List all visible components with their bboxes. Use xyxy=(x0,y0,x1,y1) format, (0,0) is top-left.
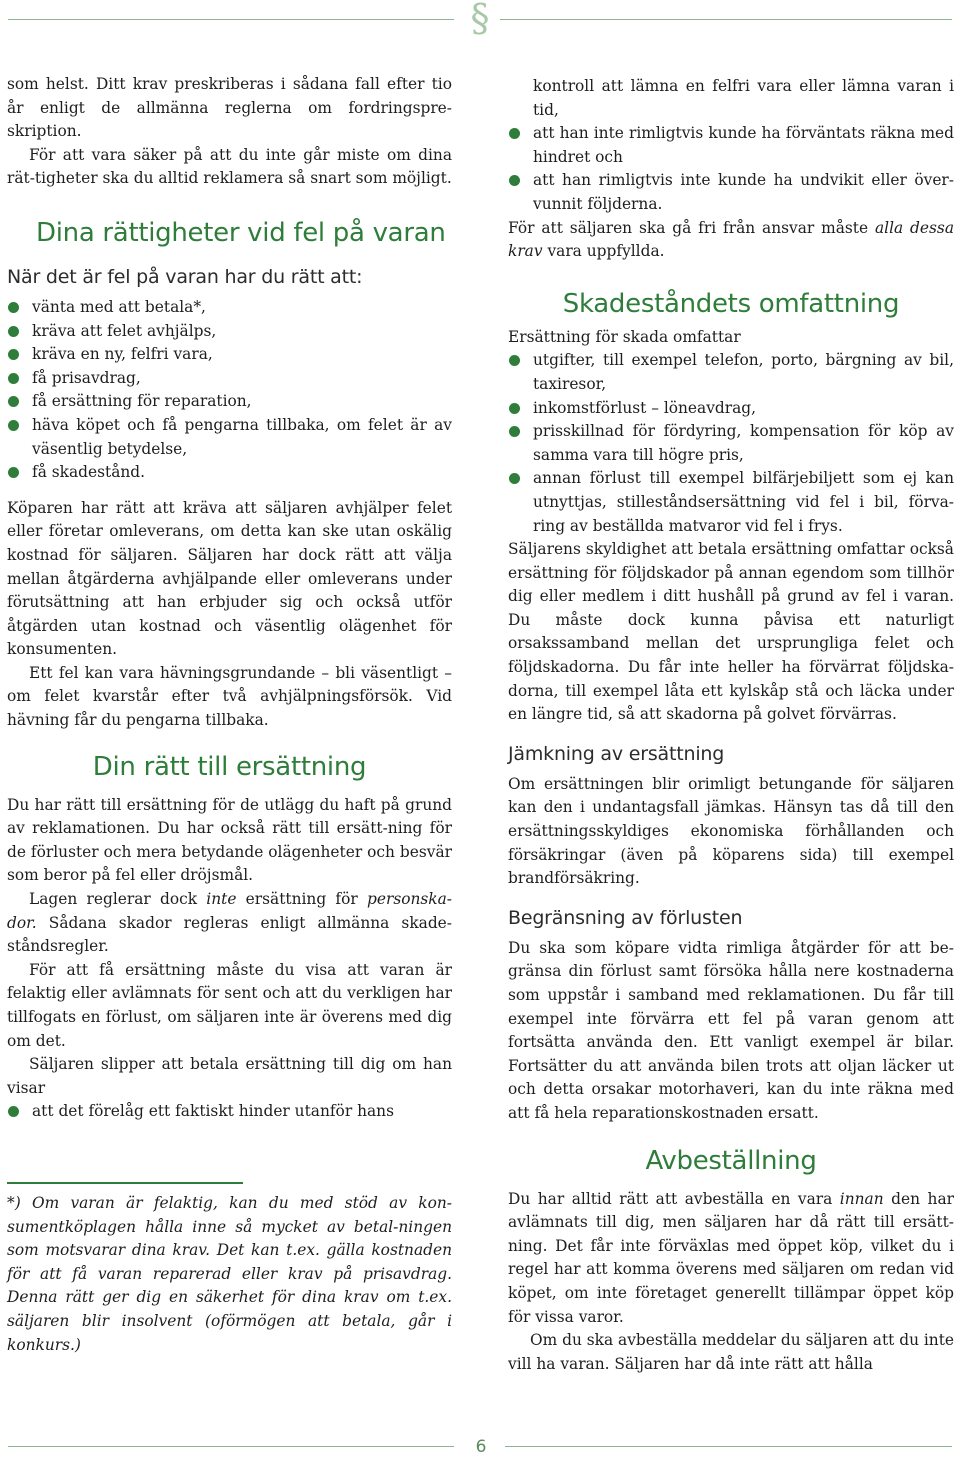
body-paragraph: Du har alltid rätt att avbeställa en vara innan den har avlämnats till dig, men säljaren har då rätt till ersätt-ning. Det får inte förväxlas med öppet köp, vilket du i regel har att komma överens med säljaren om redan vid köpet, om inte företaget generellt tillämpar öppet köp för vissa varor. xyxy=(508,1189,954,1326)
body-paragraph: Ett fel kan vara hävningsgrundande – bli väsentligt – om felet kvarstår efter två avhjälpningsförsök. Vid hävning får du pengarna tillbaka. xyxy=(7,663,452,730)
body-paragraph: Säljaren slipper att betala ersättning till dig om han visar xyxy=(7,1055,452,1097)
list-item: inkomstförlust – löneavdrag, xyxy=(508,397,954,421)
list-item: få ersättning för reparation, xyxy=(7,390,452,414)
section-symbol: § xyxy=(470,0,490,40)
exemption-list xyxy=(7,1100,452,1124)
bullet-icon xyxy=(509,403,520,414)
bullet-icon xyxy=(8,326,19,337)
subheading-limitation: Begränsning av förlusten xyxy=(508,906,743,929)
footnote: *) Om varan är felaktig, kan du med stöd av kon-sumentköplagen hålla inne så mycket av betal-ningen som motsvarar dina krav. Det kan t.ex. gälla kostnaden för att få varan reparerad eller krav på prisavdrag. Denna rätt ger dig en säkerhet för dina krav om t.ex. säljaren blir insolvent (oförmögen att betala, går i konkurs.) xyxy=(7,1193,452,1354)
subheading-adjustment: Jämkning av ersättning xyxy=(508,742,725,765)
list-item: kräva en ny, felfri vara, xyxy=(7,343,452,367)
bullet-icon xyxy=(8,373,19,384)
bullet-icon xyxy=(8,467,19,478)
header-rule-right xyxy=(500,19,952,20)
footer-rule-right xyxy=(505,1446,952,1447)
footer-rule-left xyxy=(8,1446,454,1447)
list-item: att det förelåg ett faktiskt hinder utanför hans xyxy=(7,1100,452,1124)
bullet-icon xyxy=(8,396,19,407)
bullet-icon xyxy=(509,355,520,366)
list-item: prisskillnad för fördyring, kompensation för köp av samma vara till högre pris, xyxy=(508,420,954,467)
list-item: kontroll att lämna en felfri vara eller lämna varan i tid, xyxy=(533,77,954,119)
conditions-list xyxy=(508,75,954,217)
body-paragraph: Du har rätt till ersättning för de utlägg du haft på grund av reklamationen. Du har också rätt till ersätt-ning för de förluster och mera betydande olägenheter och besvär som beror på fel eller dröjsmål. xyxy=(7,795,452,885)
list-item: att han rimligtvis inte kunde ha undvikit eller över-vunnit följderna. xyxy=(508,169,954,216)
bullet-icon xyxy=(509,175,520,186)
body-paragraph: Köparen har rätt att kräva att säljaren avhjälper felet eller företar omleverans, om detta kan ske utan oskälig kostnad för säljaren. Säljaren har dock rätt att välja mellan åtgärderna avhjälpande eller omleverans under förutsättning att han erbjuder sig och också utför åtgärden utan kostnad och väsentlig olägenhet för konsumenten. xyxy=(7,498,452,659)
bullet-icon xyxy=(8,349,19,360)
intro-paragraph: För att vara säker på att du inte går miste om dina rät-tigheter ska du alltid reklamera så snart som möjligt. xyxy=(7,145,452,188)
body-paragraph: Säljarens skyldighet att betala ersättning omfattar också ersättning för följdskador på annan egendom som tillhör dig eller medlem i ditt hushåll på grund av fel i varan. Du måste dock kunna påvisa ett naturligt orsakssamband mellan det ursprungliga felet och följdskadorna. Du får inte heller ha förvärrat följdska-dorna, till exempel låta ett kylskåp stå och läcka under en längre tid, så att skadorna på golvet förvärras. xyxy=(508,540,954,724)
body-paragraph: Ersättning för skada omfattar xyxy=(508,327,741,346)
heading-compensation: Din rätt till ersättning xyxy=(92,751,367,782)
subheading-rights: När det är fel på varan har du rätt att: xyxy=(7,265,363,288)
list-item: annan förlust till exempel bilfärjebiljett som ej kan utnyttjas, stilleståndsersättning vid fel i bil, förva-ring av beställda matvaror vid fel i frys. xyxy=(508,467,954,538)
body-paragraph: Lagen reglerar dock inte ersättning för personska-dor. Sådana skador regleras enligt allmänna skade-ståndsregler. xyxy=(7,890,452,956)
list-item: utgifter, till exempel telefon, porto, bärgning av bil, taxiresor, xyxy=(508,349,954,396)
heading-cancellation: Avbeställning xyxy=(645,1145,817,1176)
bullet-icon xyxy=(8,420,19,431)
damages-list xyxy=(508,349,954,538)
header-rule-left xyxy=(8,19,454,20)
rights-list xyxy=(7,296,452,485)
body-paragraph: Om du ska avbeställa meddelar du säljaren att du inte vill ha varan. Säljaren har då inte rätt att hålla xyxy=(508,1331,955,1373)
list-item: häva köpet och få pengarna tillbaka, om felet är av väsentlig betydelse, xyxy=(7,414,452,461)
bullet-icon xyxy=(509,426,520,437)
bullet-icon xyxy=(509,473,520,484)
body-paragraph: För att få ersättning måste du visa att varan är felaktig eller avlämnats för sent och att du verkligen har tillfogats en förlust, om säljaren inte är överens med dig om det. xyxy=(7,960,452,1050)
body-paragraph: Du ska som köpare vidta rimliga åtgärder för att be-gränsa din förlust samt försöka hålla nere kostnaderna som uppstår i samband med reklamationen. Du får till exempel inte förvärra ett fel på varan genom att fortsätta använda den. Ett vanligt exempel är bilar. Fortsätter du att använda bilen trots att oljan läcker ut och detta orsakar motorhaveri, kan du inte räkna med att få hela reparationskostnaden ersatt. xyxy=(508,938,954,1122)
list-item: få skadestånd. xyxy=(7,461,452,485)
list-item: vänta med att betala*, xyxy=(7,296,452,320)
right-column xyxy=(508,75,954,1376)
intro-paragraph: som helst. Ditt krav preskriberas i sådana fall efter tio år enligt de allmänna reglerna om fordringspre-skription. xyxy=(7,75,452,141)
page-number: 6 xyxy=(475,1437,487,1457)
body-paragraph: Om ersättningen blir orimligt betungande för säljaren kan den i undantagsfall jämkas. Hänsyn tas då till den ersättningsskyldiges ekonomiska förhållanden och försäkringar (även på köparens sida) till exempel brandförsäkring. xyxy=(508,774,954,888)
heading-rights: Dina rättigheter vid fel på varan xyxy=(36,217,446,248)
heading-damages: Skadeståndets omfattning xyxy=(562,288,900,319)
body-paragraph: För att säljaren ska gå fri från ansvar måste alla dessa krav vara uppfyllda. xyxy=(508,218,954,261)
list-item: få prisavdrag, xyxy=(7,367,452,391)
left-column xyxy=(7,73,452,1357)
bullet-icon xyxy=(509,128,520,139)
bullet-icon xyxy=(8,1106,19,1117)
list-item: att han inte rimligtvis kunde ha förväntats räkna med hindret och xyxy=(508,122,954,169)
bullet-icon xyxy=(8,302,19,313)
list-item: kräva att felet avhjälps, xyxy=(7,320,452,344)
